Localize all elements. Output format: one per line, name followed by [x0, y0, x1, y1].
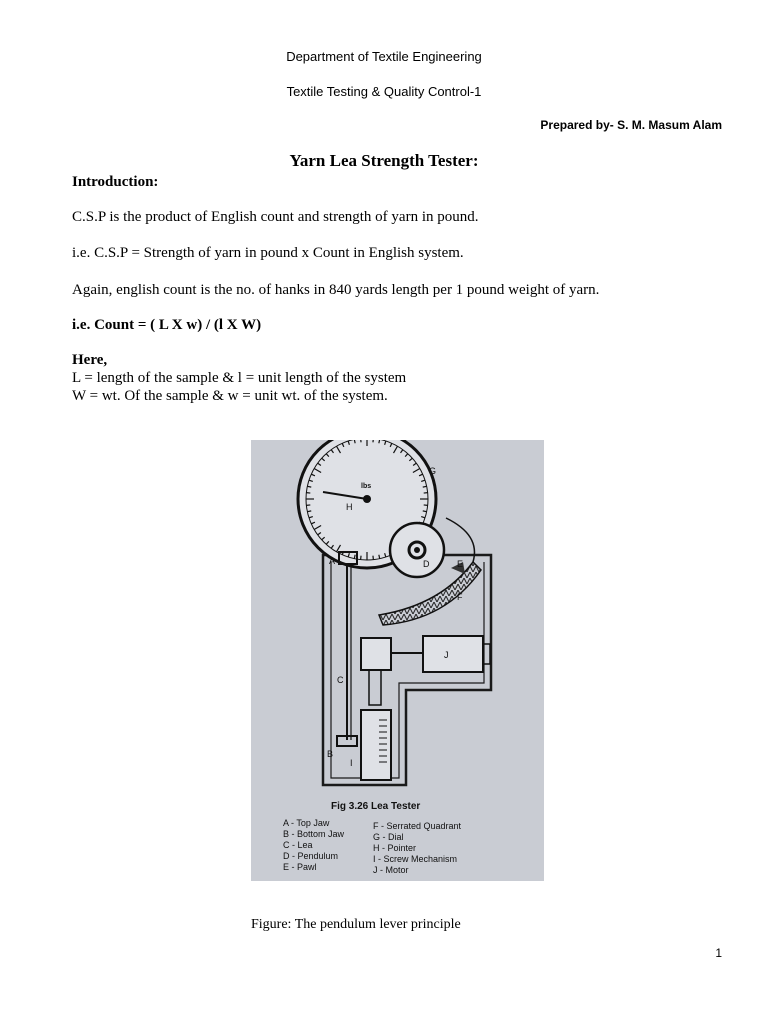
- department-name: Department of Textile Engineering: [286, 49, 482, 64]
- dial-tick: [423, 511, 427, 512]
- lea-tester-diagram: [251, 440, 544, 881]
- label-i: I: [350, 758, 353, 768]
- dial-unit-label: lbs: [361, 483, 372, 490]
- label-a: A: [329, 556, 336, 566]
- legend-motor: J - Motor: [373, 865, 409, 875]
- page-number: 1: [715, 946, 722, 960]
- legend-lea: C - Lea: [283, 840, 313, 850]
- label-c: C: [337, 675, 344, 685]
- dial-tick: [423, 486, 427, 487]
- count-formula: i.e. Count = ( L X w) / (l X W): [72, 317, 262, 333]
- paragraph-english-count: Again, english count is the no. of hanks in 840 yards length per 1 pound weight of yarn.: [72, 282, 600, 298]
- lea-tester-figure: [251, 440, 544, 881]
- label-h: H: [346, 502, 353, 512]
- legend-serrated-quadrant: F - Serrated Quadrant: [373, 821, 462, 831]
- label-g: G: [429, 466, 437, 476]
- legend-bottom-jaw: B - Bottom Jaw: [283, 829, 345, 839]
- prepared-by: Prepared by- S. M. Masum Alam: [540, 118, 722, 132]
- dial-tick: [307, 511, 311, 512]
- paragraph-csp: C.S.P is the product of English count and strength of yarn in pound.: [72, 209, 479, 225]
- label-f: F: [457, 592, 463, 602]
- label-b: B: [327, 749, 334, 759]
- dial-tick: [379, 555, 380, 559]
- here-heading: Here,: [72, 352, 108, 368]
- dial-tick: [379, 440, 380, 443]
- motor-j: [423, 636, 483, 672]
- fig-title: Fig 3.26 Lea Tester: [331, 801, 421, 812]
- definition-weight: W = wt. Of the sample & w = unit wt. of the system.: [72, 388, 388, 404]
- intro-heading: Introduction:: [72, 174, 159, 190]
- dial-tick: [307, 486, 311, 487]
- label-e: E: [457, 559, 464, 569]
- legend-dial: G - Dial: [373, 832, 404, 842]
- definition-length: L = length of the sample & l = unit length of the system: [72, 370, 407, 386]
- legend-screw-mechanism: I - Screw Mechanism: [373, 854, 458, 864]
- label-d: D: [423, 559, 430, 569]
- dial-tick: [354, 440, 355, 443]
- paragraph-csp-formula: i.e. C.S.P = Strength of yarn in pound x Count in English system.: [72, 245, 464, 261]
- label-j: J: [444, 650, 449, 660]
- page-title: Yarn Lea Strength Tester:: [289, 151, 479, 170]
- legend-pointer: H - Pointer: [373, 843, 417, 853]
- legend-pawl: E - Pawl: [283, 862, 317, 872]
- dial-tick: [354, 555, 355, 559]
- course-name: Textile Testing & Quality Control-1: [286, 84, 482, 99]
- legend-pendulum: D - Pendulum: [283, 851, 339, 861]
- gearbox: [361, 638, 391, 670]
- legend-top-jaw: A - Top Jaw: [283, 818, 330, 828]
- pendulum-d: [390, 523, 444, 577]
- figure-caption: Figure: The pendulum lever principle: [251, 917, 461, 932]
